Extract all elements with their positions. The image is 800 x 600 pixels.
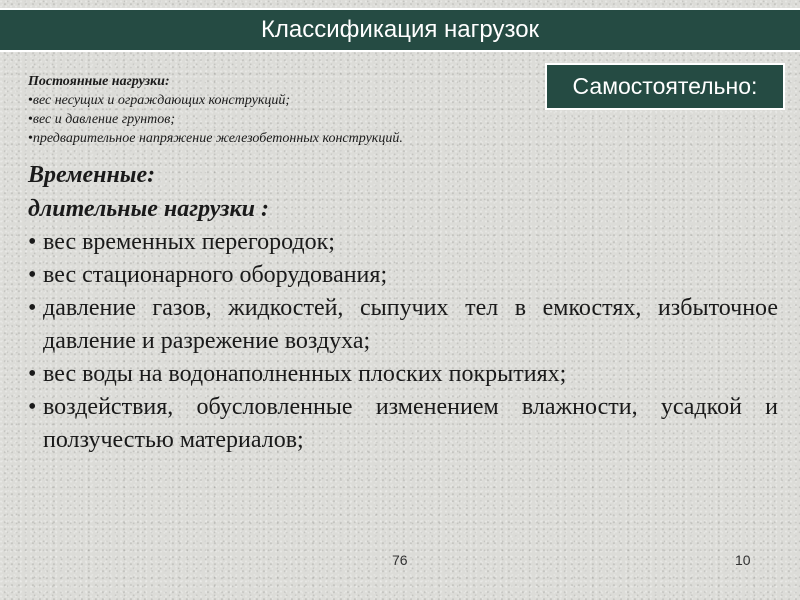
permanent-load-item: • вес несущих и ограждающих конструкций; <box>28 91 568 110</box>
self-study-badge <box>545 63 785 110</box>
permanent-loads-heading: Постоянные нагрузки: <box>28 74 170 89</box>
long-term-loads-heading: длительные нагрузки : <box>28 196 269 222</box>
self-study-label: Самостоятельно: <box>572 73 758 99</box>
slide-title: Классификация нагрузок <box>260 16 540 43</box>
permanent-loads-block <box>28 72 568 148</box>
slide-number-right: 10 <box>735 552 751 568</box>
temporary-loads-heading: Временные: <box>28 162 156 188</box>
permanent-load-item: • предварительное напряжение железобетонных конструкций. <box>28 129 568 148</box>
list-item: • вес воды на водонаполненных плоских покрытиях; <box>28 358 778 391</box>
permanent-load-item: • вес и давление грунтов; <box>28 110 568 129</box>
list-item: • вес временных перегородок; <box>28 226 778 259</box>
list-item: • воздействия, обусловленные изменением влажности, усадкой и ползучестью материалов; <box>28 391 778 457</box>
long-term-loads-list <box>28 226 778 457</box>
title-bar <box>0 8 800 52</box>
temporary-loads-headings <box>28 158 269 226</box>
list-item: • давление газов, жидкостей, сыпучих тел в емкостях, избыточное давление и разрежение воздуха; <box>28 292 778 358</box>
slide-number-left: 76 <box>392 552 408 568</box>
list-item: • вес стационарного оборудования; <box>28 259 778 292</box>
